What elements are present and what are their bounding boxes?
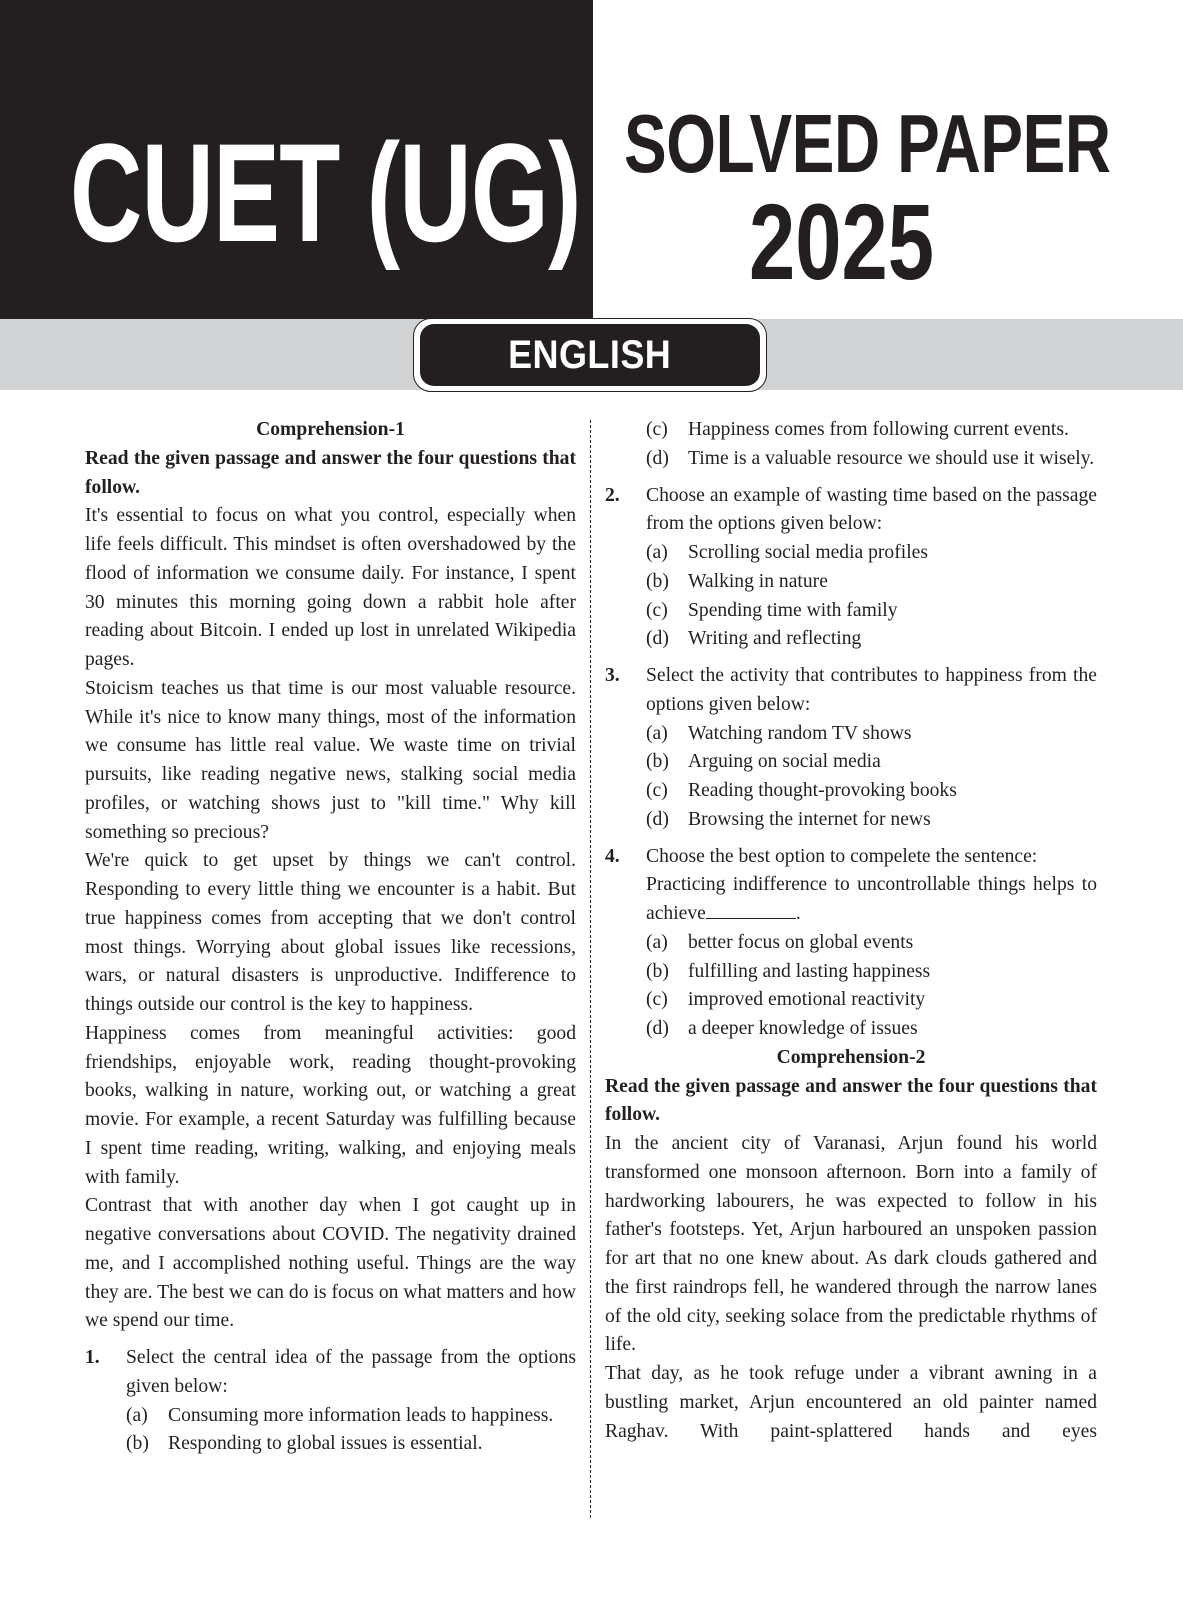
option-text: improved emotional reactivity <box>688 989 926 1011</box>
passage-paragraph: We're quick to get upset by things we can't control. Responding to every little thing we encounter is a habit. But true happiness comes from accepting that we don't control most things. Worrying about global issues like recessions, wars, or natural disasters is unproductive. Indifference to things outside our control is the key to happiness. <box>85 850 576 1015</box>
option-text: Consuming more information leads to happiness. <box>168 1404 554 1426</box>
paper-year: 2025 <box>749 181 935 302</box>
option-text: Walking in nature <box>688 570 828 592</box>
subject-badge <box>413 318 767 392</box>
option-text: Happiness comes from following current events. <box>688 419 1069 440</box>
option-c[interactable] <box>646 597 1097 626</box>
option-d[interactable] <box>646 445 1097 474</box>
option-label: (b) <box>646 570 669 592</box>
question-text: Select the activity that contributes to happiness from the options given below: <box>646 665 1097 715</box>
question-2 <box>605 482 1097 655</box>
option-label: (b) <box>126 1433 149 1455</box>
option-text: better focus on global events <box>688 931 914 953</box>
option-d[interactable] <box>646 806 1097 835</box>
option-c[interactable] <box>646 986 1097 1015</box>
comprehension-1-heading: Comprehension-1 <box>256 419 405 440</box>
comprehension-1-instruction: Read the given passage and answer the four questions that follow. <box>85 447 576 498</box>
question-text: Select the central idea of the passage from the options given below: <box>126 1347 576 1397</box>
option-text: Spending time with family <box>688 599 898 621</box>
left-column <box>85 416 576 1459</box>
question-text: Choose an example of wasting time based on the passage from the options given below: <box>646 484 1097 535</box>
option-text: Time is a valuable resource we should use it wisely. <box>688 447 1095 469</box>
passage-paragraph: Contrast that with another day when I got caught up in negative conversations about COVID. The negativity drained me, and I accomplished nothing useful. Things are the way they are. The best we can do is focus on what matters and how we spend our time. <box>85 1195 576 1332</box>
option-b[interactable] <box>646 748 1097 777</box>
option-a[interactable] <box>646 929 1097 958</box>
solved-paper-title: SOLVED PAPER <box>624 97 1111 190</box>
option-text: Browsing the internet for news <box>688 808 931 830</box>
option-b[interactable] <box>646 568 1097 597</box>
option-text: Writing and reflecting <box>688 628 862 650</box>
option-b[interactable] <box>646 958 1097 987</box>
option-text: Arguing on social media <box>688 751 881 773</box>
question-number: 1. <box>85 1347 100 1368</box>
option-a[interactable] <box>646 720 1097 749</box>
question-number: 2. <box>605 484 620 506</box>
option-label: (c) <box>646 599 668 621</box>
passage-paragraph: It's essential to focus on what you control, especially when life feels difficult. This mindset is often overshadowed by the flood of information we consume daily. For instance, I spent 30 minutes this morning going down a rabbit hole after reading about Bitcoin. I ended up lost in unrelated Wikipedia pages. <box>85 505 576 670</box>
passage-paragraph: That day, as he took refuge under a vibrant awning in a bustling market, Arjun encountered an old painter named Raghav. With paint-splattered hands and eyes <box>605 1363 1097 1442</box>
option-label: (a) <box>646 722 668 744</box>
question-1-continued <box>605 416 1097 474</box>
comprehension-2-heading: Comprehension-2 <box>776 1046 926 1068</box>
option-label: (b) <box>646 960 669 982</box>
fill-in-blank <box>706 900 796 919</box>
option-label: (d) <box>646 628 669 650</box>
option-c[interactable] <box>646 777 1097 806</box>
subject-badge-fill <box>420 324 760 386</box>
question-sentence <box>646 871 1097 929</box>
option-b[interactable] <box>126 1430 576 1459</box>
option-label: (c) <box>646 780 668 801</box>
option-label: (c) <box>646 989 668 1011</box>
column-divider <box>590 420 591 1518</box>
option-label: (b) <box>646 751 669 773</box>
option-d[interactable] <box>646 1015 1097 1044</box>
comprehension-2-instruction: Read the given passage and answer the four questions that follow. <box>605 1075 1097 1126</box>
option-label: (d) <box>646 1018 669 1039</box>
question-3 <box>605 662 1097 835</box>
question-number: 4. <box>605 845 620 867</box>
right-column <box>605 416 1097 1446</box>
subject-badge-label: ENGLISH <box>508 332 672 377</box>
option-label: (a) <box>126 1404 148 1426</box>
question-text: Choose the best option to compelete the sentence: <box>646 845 1038 867</box>
option-a[interactable] <box>646 539 1097 568</box>
option-label: (d) <box>646 808 669 830</box>
question-1 <box>85 1344 576 1459</box>
exam-title: CUET (UG) <box>70 114 581 271</box>
option-label: (d) <box>646 447 669 469</box>
question-sentence-text: Practicing indifference to uncontrollable things helps to achieve <box>646 874 1097 924</box>
passage-paragraph: In the ancient city of Varanasi, Arjun found his world transformed one monsoon afternoon. Born into a family of hardworking labourers, he was expected to follow in his father's footsteps. Yet, Arjun harboured an unspoken passion for art that no one knew about. As dark clouds gathered and the first raindrops fell, he wandered through the narrow lanes of the old city, seeking solace from the predictable rhythms of life. <box>605 1133 1097 1356</box>
option-c[interactable] <box>646 416 1097 445</box>
passage-paragraph: Happiness comes from meaningful activities: good friendships, enjoyable work, reading thought-provoking books, walking in nature, working out, or watching a great movie. For example, a recent Saturday was fulfilling because I spent time reading, writing, walking, and enjoying meals with family. <box>85 1022 576 1188</box>
option-label: (a) <box>646 931 668 953</box>
option-text: a deeper knowledge of issues <box>688 1018 918 1039</box>
option-d[interactable] <box>646 625 1097 654</box>
option-text: fulfilling and lasting happiness <box>688 960 931 982</box>
option-text: Reading thought-provoking books <box>688 780 957 801</box>
option-text: Scrolling social media profiles <box>688 542 928 563</box>
option-text: Watching random TV shows <box>688 722 912 744</box>
question-4 <box>605 843 1097 1044</box>
sentence-end: . <box>795 903 801 924</box>
option-text: Responding to global issues is essential. <box>168 1433 483 1455</box>
option-label: (a) <box>646 542 668 563</box>
option-label: (c) <box>646 419 668 440</box>
passage-paragraph: Stoicism teaches us that time is our most valuable resource. While it's nice to know many things, most of the information we consume has little real value. We waste time on trivial pursuits, like reading negative news, stalking social media profiles, or watching shows just to "kill time." Why kill something so precious? <box>85 677 576 843</box>
question-number: 3. <box>605 665 620 686</box>
option-a[interactable] <box>126 1402 576 1431</box>
